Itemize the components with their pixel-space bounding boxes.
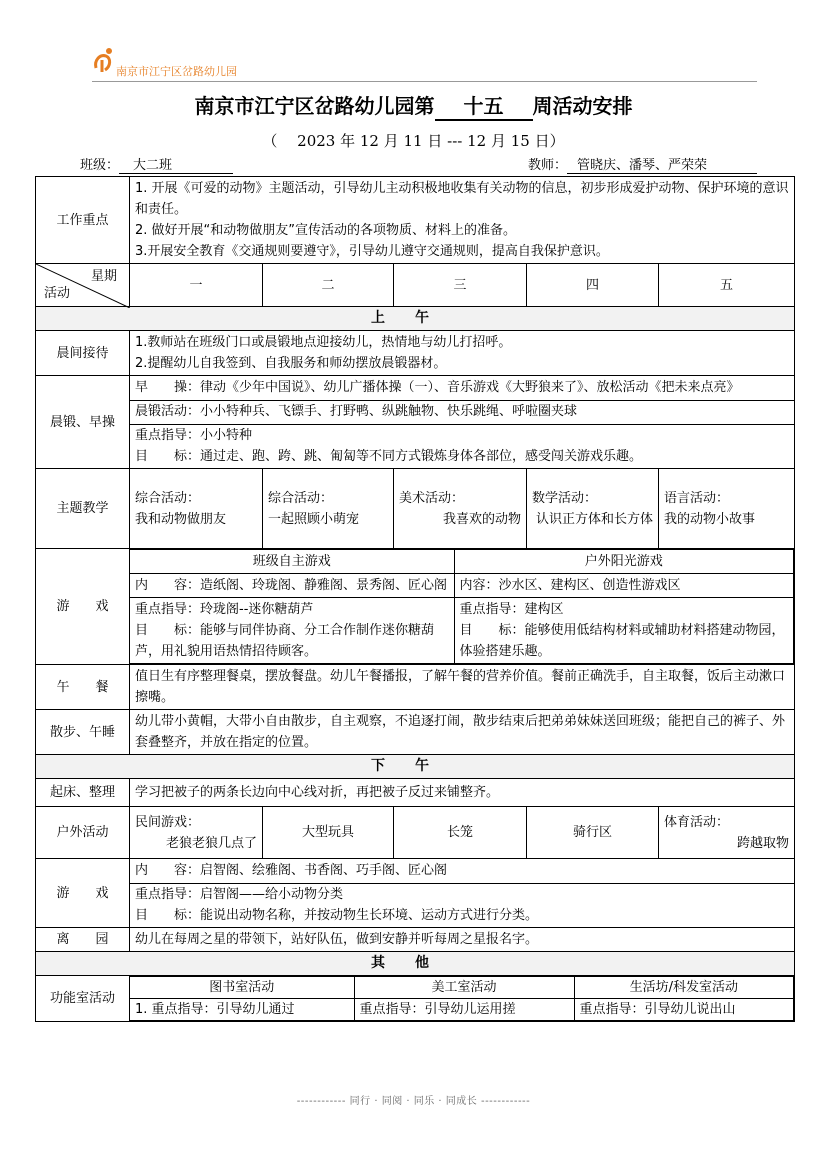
life-room-text: 重点指导：引导幼儿说出山 <box>574 999 794 1021</box>
other-section-title: 其他 <box>36 952 795 976</box>
outdoor-games-focus: 重点指导：建构区 <box>459 602 564 617</box>
games-row <box>36 549 795 665</box>
theme-row <box>36 469 795 549</box>
class-games-goal: 目 标：能够与同伴协商、分工合作制作迷你糖葫芦，用礼貌用语热情招待顾客。 <box>135 623 435 659</box>
library-title: 图书室活动 <box>130 977 354 999</box>
teacher-info <box>528 154 757 174</box>
reception-label: 晨间接待 <box>36 331 130 376</box>
class-value: 大二班 <box>119 154 233 174</box>
outdoor-type: 民间游戏： <box>135 814 201 830</box>
theme-type: 美术活动： <box>399 490 465 506</box>
games-inner-table <box>130 549 794 664</box>
title-suffix: 周活动安排 <box>532 94 633 118</box>
class-games-title: 班级自主游戏 <box>130 550 454 574</box>
exercise-activities: 晨锻活动：小小特种兵、飞镖手、打野鸭、纵跳触物、快乐跳绳、呼啦圈夹球 <box>130 400 794 422</box>
afternoon-section-row <box>36 755 795 779</box>
work-focus-content <box>130 177 795 264</box>
theme-name: 一起照顾小萌宠 <box>268 511 360 527</box>
theme-cell-tue <box>263 469 394 549</box>
corner-weekday-label: 星期 <box>90 269 117 284</box>
leave-label: 离 园 <box>36 928 130 952</box>
afternoon-section-title: 下午 <box>36 755 795 779</box>
theme-type: 语言活动： <box>664 490 730 506</box>
theme-label: 主题教学 <box>36 469 130 549</box>
work-focus-item: 1. 开展《可爱的动物》主题活动，引导幼儿主动积极地收集有关动物的信息，初步形成爱护动物、保护环境的意识和责任。 <box>135 181 789 217</box>
outdoor-cell-mon <box>130 807 263 859</box>
outdoor-games-content: 内容：沙水区、建构区、创造性游戏区 <box>454 574 794 598</box>
outdoor-name: 跨越取物 <box>737 835 790 851</box>
kindergarten-logo-icon <box>92 46 118 76</box>
work-focus-item: 2. 做好开展“和动物做朋友”宣传活动的各项物质、材料上的准备。 <box>135 223 517 238</box>
outdoor-cell-thu: 骑行区 <box>527 807 659 859</box>
games-content <box>130 549 795 665</box>
function-room-content <box>130 976 795 1022</box>
reception-item: 2.提醒幼儿自我签到、自我服务和师幼摆放晨锻器材。 <box>135 356 447 371</box>
class-info <box>80 154 233 174</box>
function-room-label: 功能室活动 <box>36 976 130 1022</box>
title-week-number: 十五 <box>435 90 533 121</box>
schedule-table <box>35 176 795 1022</box>
wakeup-row <box>36 779 795 807</box>
teacher-value: 管晓庆、潘琴、严荣荣 <box>567 154 757 174</box>
reception-item: 1.教师站在班级门口或晨锻地点迎接幼儿，热情地与幼儿打招呼。 <box>135 335 512 350</box>
morning-section-title: 上午 <box>36 307 795 331</box>
reception-row <box>36 331 795 376</box>
outdoor-cell-tue: 大型玩具 <box>263 807 394 859</box>
games-label: 游 戏 <box>36 549 130 665</box>
theme-cell-fri <box>659 469 795 549</box>
theme-type: 综合活动： <box>135 490 201 506</box>
day-header: 四 <box>527 264 659 307</box>
exercise-content <box>130 376 795 469</box>
art-room-title: 美工室活动 <box>354 977 574 999</box>
outdoor-name: 老狼老狼几点了 <box>165 835 257 851</box>
exercise-morning-ops: 早 操：律动《少年中国说》、幼儿广播体操（一）、音乐游戏《大野狼来了》、放松活动《把未来点亮》 <box>135 380 740 395</box>
week-corner-cell <box>36 264 130 307</box>
leave-content: 幼儿在每周之星的带领下，站好队伍，做到安静并听每周之星报名字。 <box>130 928 795 952</box>
outdoor-games-title: 户外阳光游戏 <box>454 550 794 574</box>
other-section-row <box>36 952 795 976</box>
work-focus-label: 工作重点 <box>36 177 130 264</box>
exercise-focus-block <box>130 424 794 467</box>
footer-slogan: ------------ 同行 · 同阅 · 同乐 · 同成长 ------------ <box>296 1096 531 1107</box>
art-room-text: 重点指导：引导幼儿运用搓 <box>354 999 574 1021</box>
header-org-name: 南京市江宁区岔路幼儿园 <box>116 65 237 78</box>
exercise-row <box>36 376 795 469</box>
class-games-content: 内 容：造纸阁、玲珑阁、静雅阁、景秀阁、匠心阁 <box>130 574 454 598</box>
library-text: 1. 重点指导：引导幼儿通过 <box>130 999 354 1021</box>
class-games-focus-cell <box>130 598 454 664</box>
day-header: 三 <box>394 264 527 307</box>
theme-cell-thu <box>527 469 659 549</box>
outdoor-cell-wed: 长笼 <box>394 807 527 859</box>
theme-type: 数学活动： <box>532 490 598 506</box>
theme-name: 我和动物做朋友 <box>135 511 227 527</box>
day-header: 二 <box>263 264 394 307</box>
day-header: 五 <box>659 264 795 307</box>
pm-games-areas: 内 容：启智阁、绘雅阁、书香阁、巧手阁、匠心阁 <box>135 863 448 878</box>
outdoor-cell-fri <box>659 807 795 859</box>
life-room-title: 生活坊/科发室活动 <box>574 977 794 999</box>
page-title <box>0 90 827 121</box>
pm-games-row <box>36 859 795 928</box>
teacher-label: 教师： <box>528 158 568 173</box>
exercise-goal: 目 标：通过走、跑、跨、跳、匍匐等不同方式锻炼身体各部位，感受闯关游戏乐趣。 <box>135 449 643 464</box>
outdoor-row <box>36 807 795 859</box>
title-prefix: 南京市江宁区岔路幼儿园第 <box>194 94 435 118</box>
pm-games-content <box>130 859 795 928</box>
outdoor-games-focus-cell <box>454 598 794 664</box>
lunch-content: 值日生有序整理餐桌，摆放餐盘。幼儿午餐播报，了解午餐的营养价值。餐前正确洗手，自主取餐，饭后主动漱口擦嘴。 <box>130 665 795 710</box>
class-games-focus: 重点指导：玲珑阁--迷你糖葫芦 <box>135 602 314 617</box>
work-focus-row <box>36 177 795 264</box>
work-focus-item: 3.开展安全教育《交通规则要遵守》，引导幼儿遵守交通规则，提高自我保护意识。 <box>135 244 609 259</box>
function-room-row <box>36 976 795 1022</box>
week-header-row <box>36 264 795 307</box>
date-range: （ 2023 年 12 月 11 日 --- 12 月 15 日） <box>262 132 565 150</box>
theme-cell-mon <box>130 469 263 549</box>
pm-games-focus-block <box>130 883 794 926</box>
class-label: 班级： <box>80 158 120 173</box>
lunch-row <box>36 665 795 710</box>
lunch-label: 午 餐 <box>36 665 130 710</box>
header-divider <box>92 81 757 82</box>
exercise-focus: 重点指导：小小特种 <box>135 428 253 443</box>
theme-name: 我的动物小故事 <box>664 511 756 527</box>
pm-games-goal: 目 标：能说出动物名称，并按动物生长环境、运动方式进行分类。 <box>135 908 539 923</box>
theme-name: 我喜欢的动物 <box>442 511 521 527</box>
nap-row <box>36 710 795 755</box>
theme-name: 认识正方体和长方体 <box>535 511 653 527</box>
theme-type: 综合活动： <box>268 490 334 506</box>
morning-section-row <box>36 307 795 331</box>
outdoor-label: 户外活动 <box>36 807 130 859</box>
day-header: 一 <box>130 264 263 307</box>
theme-cell-wed <box>394 469 527 549</box>
function-room-inner-table <box>130 976 794 1021</box>
reception-content <box>130 331 795 376</box>
pm-games-label: 游 戏 <box>36 859 130 928</box>
exercise-label: 晨锻、早操 <box>36 376 130 469</box>
wakeup-content: 学习把被子的两条长边向中心线对折，再把被子反过来铺整齐。 <box>130 779 795 807</box>
corner-activity-label: 活动 <box>44 286 71 301</box>
outdoor-type: 体育活动： <box>664 814 730 830</box>
leave-row <box>36 928 795 952</box>
nap-content: 幼儿带小黄帽，大带小自由散步，自主观察，不追逐打闹，散步结束后把弟弟妹妹送回班级；能把自己的裤子、外套叠整齐，并放在指定的位置。 <box>130 710 795 755</box>
nap-label: 散步、午睡 <box>36 710 130 755</box>
outdoor-games-goal: 目 标：能够使用低结构材料或辅助材料搭建动物园，体验搭建乐趣。 <box>459 623 785 659</box>
wakeup-label: 起床、整理 <box>36 779 130 807</box>
pm-games-focus: 重点指导：启智阁——给小动物分类 <box>135 887 344 902</box>
